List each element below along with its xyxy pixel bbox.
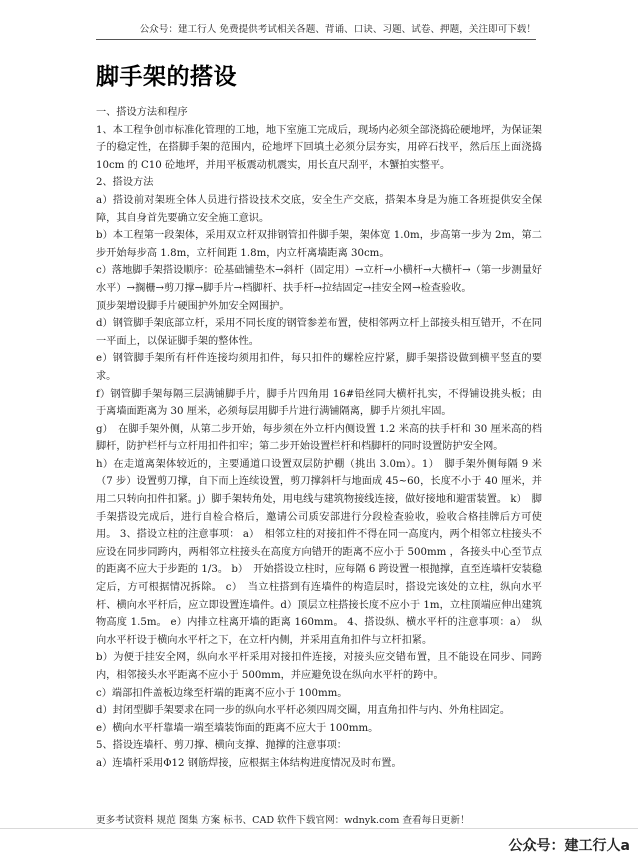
paragraph: c）端部扣件盖板边缘至杆端的距离不应小于 100mm。 bbox=[96, 687, 348, 699]
paragraph: b）本工程第一段架体，采用双立杆双排钢管扣件脚手架，架体宽 1.0m，步高第一步为 2m，第二步开始每步高 1.8m，立杆间距 1.8m，内立杆离墙距离 30cm。 bbox=[96, 230, 542, 259]
paragraph: b）为便于挂安全网，纵向水平杆采用对接扣件连接，对接头应交错布置，且不能设在同步、同跨内，相邻接头水平距离不应小于 500mm，并应避免设在纵向水平杆的跨中。 bbox=[96, 652, 542, 681]
paragraph: a）搭设前对架班全体人员进行搭设技术交底，安全生产交底，搭架本身是为施工各班提供安全保障，其自身首先要确立安全施工意识。 bbox=[96, 194, 542, 224]
paragraph: g） 在脚手架外侧，从第二步开始，每步须在外立杆内侧设置 1.2 米高的扶手杆和 30 厘米高的档脚杆，防护栏杆与立杆用扣件扣牢；第二步开始设置栏杆和档脚杆的同时设置防护安全网。 bbox=[96, 423, 542, 453]
paragraph: h）在走道离架体较近的，主要通道口设置双层防护棚（挑出 3.0m）。1） 脚手架外侧每隔 9 米（7 步）设置剪刀撑，自下而上连续设置，剪刀撑斜杆与地面成 45~60，长度不小于 40 厘米，并用二只转向扣件扣紧。j）脚手架转角处，用电线与建筑物接线连接，做好接地和避雷装置。 k） 脚手架搭设完成后，进行自检合格后，邀请公司质安部进行分段检查验收，验收合格挂牌后方可使用。 3、搭设立柱的注意事项： a） 相邻立柱的对接扣件不得在同一高度内，两个相邻立柱接头不应设在同步同跨内，两相邻立柱接头在高度方向错开的距离不应小于 500mm ，各接头中心至节点的距离不应大于步距的 1/3。 b） 开始搭设立柱时，应每隔 6 跨设置一根抛撑，直至连墙杆安装稳定后，方可根据情况拆除。 c） 当立柱搭到有连墙件的构造层时，搭设完该处的立柱，纵向水平杆、横向水平杆后，应立即设置连墙件。d）顶层立柱搭接长度不应小于 1m，立柱顶端应伸出建筑物高度 1.5m。 e）内排立柱离开墙的距离 160mm。 4、搭设纵、横水平杆的注意事项：a） 纵向水平杆设于横向水平杆之下，在立杆内侧，并采用直角扣件与立杆扣紧。 bbox=[96, 458, 542, 646]
paragraph: a）连墙杆采用Φ12 钢筋焊接，应根据主体结构进度情况及时布置。 bbox=[96, 757, 402, 769]
paragraph: d）钢管脚手架底部立杆，采用不同长度的钢管参差布置，使相邻两立杆上部接头相互错开，不在同一平面上，以保证脚手架的整体性。 bbox=[96, 318, 542, 347]
paragraph: c）落地脚手架搭设顺序：砼基础铺垫木→斜杆（固定用）→立杆→小横杆→大横杆→（第一步测量好水平）→搁栅→剪刀撑→脚手片→档脚杆、扶手杆→拉结固定→挂安全网→检查验收。 bbox=[96, 265, 542, 294]
paragraph: f）钢管脚手架每隔三层满铺脚手片，脚手片四角用 16#铅丝同大横杆扎实，不得铺设挑头板；由于离墙面距离为 30 厘米，必须每层用脚手片进行满铺隔离，脚手片须扎牢固。 bbox=[96, 388, 542, 418]
paragraph: d）封闭型脚手架要求在同一步的纵向水平杆必须四周交圈，用直角扣件与内、外角柱固定。 bbox=[96, 705, 511, 717]
paragraph: 顶步架增设脚手片硬围护外加安全网围护。 bbox=[96, 300, 290, 312]
section-heading: 一、搭设方法和程序 bbox=[96, 107, 188, 118]
section-heading: 2、搭设方法 bbox=[96, 177, 154, 189]
section-heading: 5、搭设连墙杆、剪刀撑、横向支撑、抛撑的注意事项： bbox=[96, 740, 347, 752]
document-body bbox=[96, 104, 542, 773]
paragraph: e）横向水平杆靠墙一端至墙装饰面的距离不应大于 100mm。 bbox=[96, 722, 379, 734]
paragraph: e）钢管脚手架所有杆件连接均须用扣件，每只扣件的螺栓应拧紧，脚手架搭设做到横平竖直的要求。 bbox=[96, 353, 542, 382]
paragraph: 1、本工程争创市标准化管理的工地，地下室施工完成后，现场内必须全部浇捣砼硬地坪，为保证架子的稳定性，在搭脚手架的范围内，砼地坪下回填土必须分层夯实，用碎石找平，然后压上面浇捣 10cm 的 C10 砼地坪，并用平板震动机震实，用长直尺刮平，木蟹拍实整平。 bbox=[96, 124, 542, 171]
footer-note: 更多考试资料 规范 图集 方案 标书、CAD 软件下载官网：wdnyk.com 查看每日更新！ bbox=[96, 815, 470, 826]
watermark: 公众号：建工行人a bbox=[508, 838, 630, 854]
page-title: 脚手架的搭设 bbox=[96, 64, 237, 90]
header-note: 公众号：建工行人 免费提供考试相关各题、背诵、口诀、习题、试卷、押题，关注即可下载！ bbox=[96, 24, 536, 40]
